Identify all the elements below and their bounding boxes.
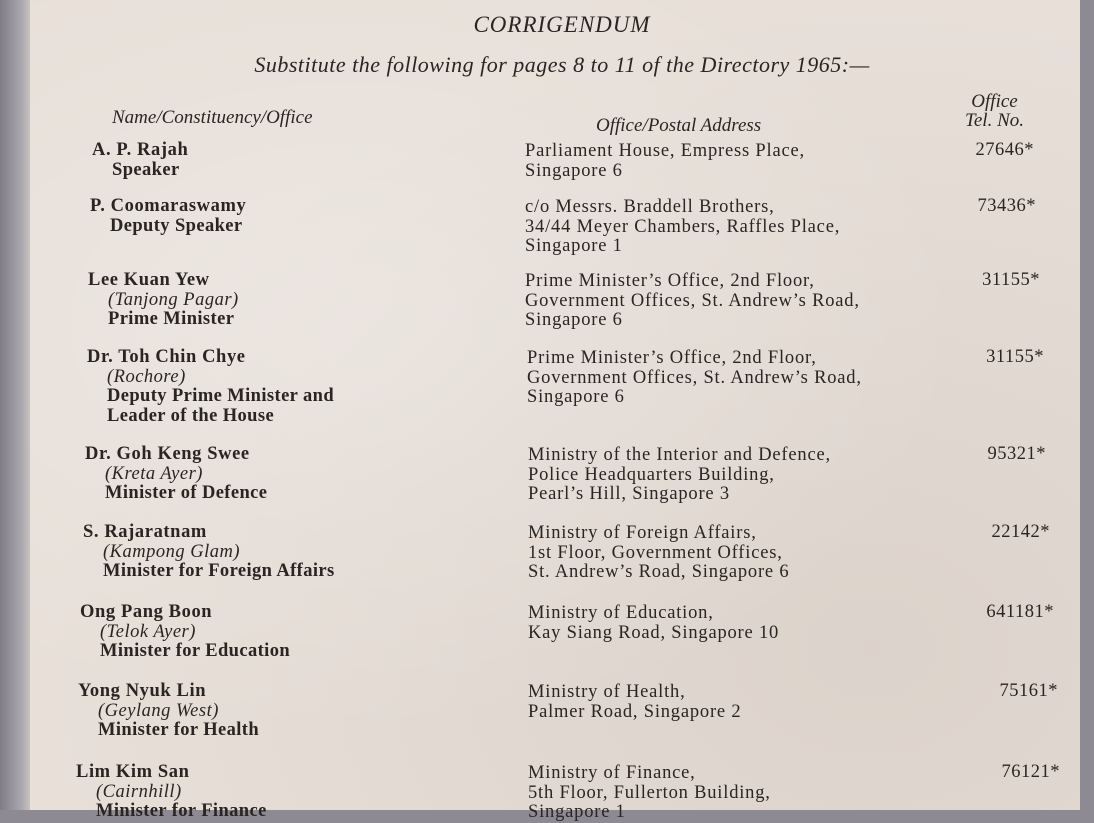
address-line: Prime Minister’s Office, 2nd Floor,: [527, 348, 817, 368]
page-title: CORRIGENDUM: [473, 12, 651, 37]
entry-name-block: [83, 523, 335, 582]
entry-address: [528, 604, 779, 643]
address-line: Ministry of Foreign Affairs,: [528, 523, 757, 543]
entry-address: [525, 272, 860, 331]
entry-office: Minister of Defence: [105, 483, 268, 503]
entry-constituency: (Telok Ayer): [100, 621, 196, 642]
directory-page: [30, 0, 1080, 822]
address-line: Ministry of Health,: [528, 682, 686, 702]
address-line: Palmer Road, Singapore 2: [528, 701, 742, 722]
entry-constituency: (Rochore): [107, 366, 186, 387]
entry-name-block: [87, 348, 334, 426]
entry-address: [527, 349, 862, 408]
address-line: Singapore 6: [525, 310, 623, 330]
address-line: c/o Messrs. Braddell Brothers,: [525, 197, 775, 217]
address-line: Prime Minister’s Office, 2nd Floor,: [525, 271, 815, 291]
entry-name-block: [80, 603, 290, 662]
entry-address: [528, 683, 741, 722]
address-line: 34/44 Meyer Chambers, Raffles Place,: [525, 216, 841, 237]
entry-name: S. Rajaratnam: [83, 522, 207, 542]
entry-name: Dr. Goh Keng Swee: [85, 444, 250, 464]
entry-name: Dr. Toh Chin Chye: [87, 347, 246, 367]
address-line: 1st Floor, Government Offices,: [528, 542, 783, 563]
entry-constituency: (Cairnhill): [96, 781, 182, 802]
entry-tel: 31155*: [982, 270, 1040, 290]
address-line: Singapore 6: [527, 387, 625, 407]
entry-office: Deputy Speaker: [110, 215, 243, 236]
entry-constituency: (Kampong Glam): [103, 541, 241, 562]
entry-name-block: [76, 763, 267, 822]
entry-name-block: [78, 682, 259, 741]
column-header-tel: [965, 92, 1024, 130]
entry-office: Leader of the House: [107, 405, 275, 426]
address-line: St. Andrew’s Road, Singapore 6: [528, 562, 790, 582]
page-edge-shadow: [0, 0, 30, 810]
address-line: Government Offices, St. Andrew’s Road,: [525, 290, 860, 311]
entry-address: [528, 524, 789, 583]
address-line: Parliament House, Empress Place,: [525, 141, 805, 161]
column-header-tel-line2: Tel. No.: [965, 110, 1024, 131]
entry-constituency: (Kreta Ayer): [105, 463, 203, 484]
entry-office: Speaker: [112, 159, 180, 180]
entry-tel: 75161*: [999, 681, 1058, 701]
entry-name: Lim Kim San: [76, 762, 190, 782]
entry-office: Minister for Foreign Affairs: [103, 561, 335, 581]
entry-tel: 22142*: [991, 522, 1050, 542]
page-subtitle: Substitute the following for pages 8 to 11 of the Directory 1965:—: [254, 52, 870, 77]
entry-name: Lee Kuan Yew: [88, 270, 210, 290]
entry-name-block: [85, 445, 267, 504]
address-line: Singapore 1: [525, 236, 623, 256]
entry-constituency: (Tanjong Pagar): [108, 289, 239, 310]
address-line: Singapore 1: [528, 802, 626, 822]
address-line: Singapore 6: [525, 160, 623, 181]
entry-tel: 73436*: [977, 196, 1036, 216]
entry-name-block: [90, 197, 246, 236]
entry-tel: 641181*: [986, 602, 1054, 622]
entry-name-block: [88, 271, 239, 330]
entry-address: [525, 198, 840, 257]
entry-tel: 31155*: [986, 347, 1044, 367]
entry-name: P. Coomaraswamy: [90, 196, 247, 216]
column-header-name: Name/Constituency/Office: [112, 107, 313, 128]
column-header-tel-line1: Office: [971, 91, 1018, 112]
entry-address: [528, 764, 771, 823]
entry-office: Deputy Prime Minister and: [107, 386, 335, 406]
entry-address: [528, 446, 831, 505]
entry-name-block: [92, 141, 188, 180]
address-line: 5th Floor, Fullerton Building,: [528, 782, 771, 803]
address-line: Ministry of Education,: [528, 603, 714, 623]
address-line: Kay Siang Road, Singapore 10: [528, 622, 780, 643]
address-line: Ministry of Finance,: [528, 763, 696, 783]
address-line: Pearl’s Hill, Singapore 3: [528, 484, 730, 504]
entry-office: Minister for Finance: [96, 801, 267, 821]
entry-office: Prime Minister: [108, 309, 235, 329]
entry-name: Yong Nyuk Lin: [78, 681, 207, 701]
entry-office: Minister for Education: [100, 641, 291, 661]
address-line: Police Headquarters Building,: [528, 464, 775, 485]
entry-constituency: (Geylang West): [98, 700, 219, 721]
address-line: Ministry of the Interior and Defence,: [528, 445, 831, 465]
entry-tel: 95321*: [987, 444, 1046, 464]
entry-address: [525, 142, 805, 181]
entry-name: Ong Pang Boon: [80, 602, 213, 622]
column-header-address: Office/Postal Address: [596, 115, 762, 136]
entry-name: A. P. Rajah: [92, 140, 189, 160]
entry-tel: 27646*: [975, 140, 1034, 160]
entry-tel: 76121*: [1001, 762, 1060, 782]
entry-office: Minister for Health: [98, 720, 260, 740]
address-line: Government Offices, St. Andrew’s Road,: [527, 367, 862, 388]
